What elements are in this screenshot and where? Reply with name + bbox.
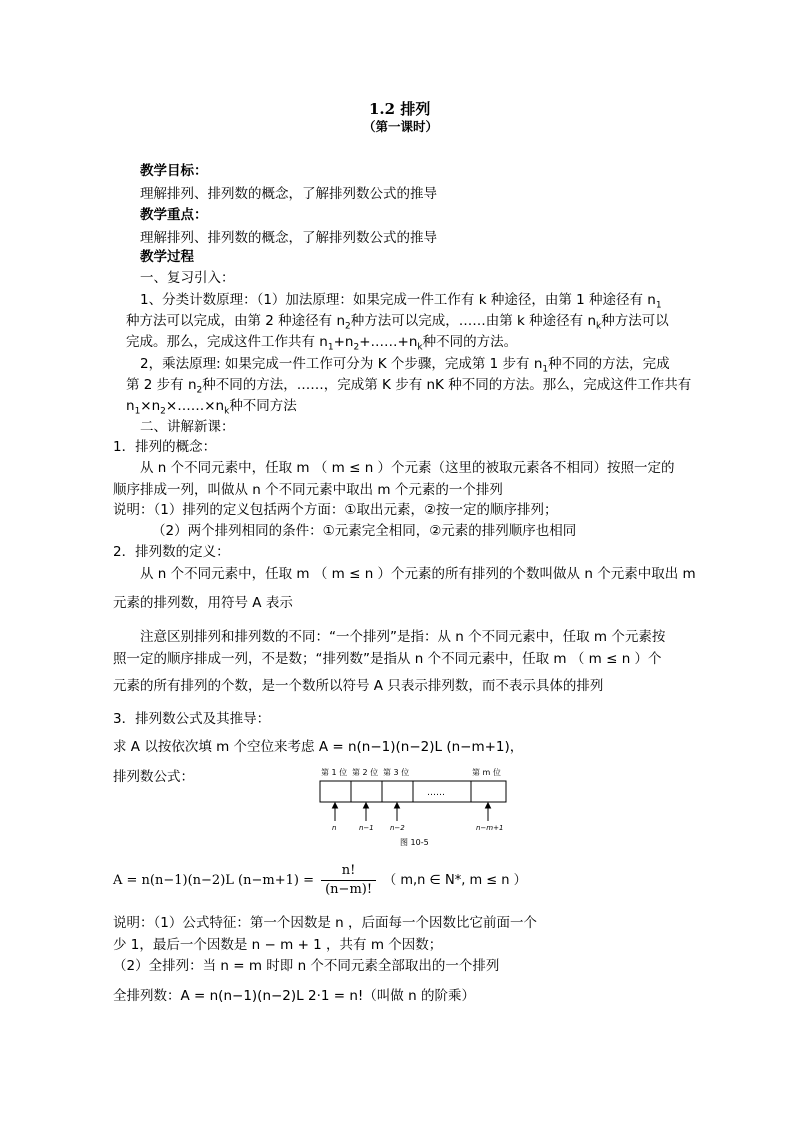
attention-line1: 注意区别排列和排列数的不同：“一个排列”是指：从 n 个不同元素中，任取 m 个元素按 xyxy=(140,629,666,645)
mul-principle-text: 种不同方法 xyxy=(229,398,297,414)
review-heading: 一、复习引入： xyxy=(140,270,235,286)
add-principle-line2: 种方法可以完成，由第 2 种途径有 $n_2$种方法可以完成，……由第 k 种途径有 $n_k$种方法可以 xyxy=(126,313,669,332)
page-title: 1.2 排列 xyxy=(369,100,431,118)
mul-principle-line2: 第 2 步有 $n_2$种不同的方法，……，完成第 K 步有 nK 种不同的方法。那么，完成这件工作共有 xyxy=(126,377,692,396)
add-principle-text: 完成。那么，完成这件工作共有 n xyxy=(126,334,328,350)
main-formula xyxy=(113,862,527,899)
page-subtitle: （第一课时） xyxy=(363,119,439,134)
concept-line2: 顺序排成一列，叫做从 n 个不同元素中取出 m 个元素的一个排列 xyxy=(113,482,503,498)
add-principle-line1: 1、分类计数原理：（1）加法原理：如果完成一件工作有 k 种途径，由第 1 种途径有 $n_1$ xyxy=(140,292,662,311)
count-def-line1: 从 n 个不同元素中，任取 m （ m ≤ n ）个元素的所有排列的个数叫做从 n 个元素中取出 m xyxy=(140,566,696,582)
derive-line: 求 A 以按依次填 m 个空位来考虑 A = n(n−1)(n−2)L (n−m+1)， xyxy=(113,739,524,755)
explain-line1: 说明：（1）公式特征：第一个因数是 n ，后面每一个因数比它前面一个 xyxy=(113,915,537,931)
slot-label: 第 3 位 xyxy=(383,768,410,777)
objectives-heading: 教学目标： xyxy=(140,163,208,179)
mul-principle-text: 2，乘法原理: 如果完成一件工作可分为 K 个步骤，完成第 1 步有 n xyxy=(140,356,543,372)
add-principle-text: 种方法可以 xyxy=(601,313,669,329)
add-principle-line3: 完成。那么，完成这件工作共有 $n_1+n_2+\dots\dots+n_k$种不同的方法。 xyxy=(126,334,518,353)
attention-line3: 元素的所有排列的个数，是一个数所以符号 A 只表示排列数，而不表示具体的排列 xyxy=(113,678,604,694)
concept-line1: 从 n 个不同元素中，任取 m （ m ≤ n ）个元素（这里的被取元素各不相同）按照一定的 xyxy=(140,460,675,476)
formula-heading: 3．排列数公式及其推导： xyxy=(113,711,271,727)
arrow-label: n xyxy=(332,824,337,832)
slot-ellipsis: …… xyxy=(427,788,445,798)
slot-diagram xyxy=(314,765,514,849)
arrow-labels xyxy=(332,824,503,832)
arrow-label: n−1 xyxy=(359,824,374,832)
figure-caption: 图 10-5 xyxy=(400,838,429,847)
mul-principle-line3: $n_1\times n_2\times\dots\dots\times n_k$种不同方法 xyxy=(126,398,297,417)
add-principle-text: 种不同的方法。 xyxy=(422,334,518,350)
explain-line2: 少 1，最后一个因数是 n − m + 1 ，共有 m 个因数； xyxy=(113,937,443,953)
slot-labels xyxy=(321,767,501,777)
note1: 说明：（1）排列的定义包括两个方面：①取出元素，②按一定的顺序排列； xyxy=(113,502,558,518)
mul-principle-line1: 2，乘法原理: 如果完成一件工作可分为 K 个步骤，完成第 1 步有 $n_1$种不同的方法，完成 xyxy=(140,356,670,375)
count-heading: 2．排列数的定义： xyxy=(113,544,230,560)
arrow-label: n−m+1 xyxy=(476,824,504,832)
keypoints-heading: 教学重点： xyxy=(140,207,208,223)
add-principle-text: 1、分类计数原理：（1）加法原理：如果完成一件工作有 k 种途径，由第 1 种途径有 n xyxy=(140,292,656,308)
concept-heading: 1．排列的概念： xyxy=(113,439,217,455)
process-heading: 教学过程 xyxy=(140,249,194,265)
count-def-line2: 元素的排列数，用符号 A 表示 xyxy=(113,595,293,611)
arrow-head xyxy=(486,803,491,808)
mul-principle-text: 种不同的方法，……，完成第 K 步有 nK 种不同的方法。那么，完成这件工作共有 xyxy=(202,377,692,393)
slot-label: 第 2 位 xyxy=(352,768,379,777)
formula-condition: （ m,n ∈ N*, m ≤ n ） xyxy=(383,873,527,888)
formula-label: 排列数公式： xyxy=(113,769,194,785)
keypoints-text: 理解排列、排列数的概念，了解排列数公式的推导 xyxy=(140,230,437,246)
mul-principle-text: 第 2 步有 n xyxy=(126,377,197,393)
arrow-head xyxy=(333,803,338,808)
note2: （2）两个排列相同的条件：①元素完全相同，②元素的排列顺序也相同 xyxy=(152,523,577,539)
mul-principle-text: 种不同的方法，完成 xyxy=(548,356,670,372)
add-principle-text: 种方法可以完成，由第 2 种途径有 n xyxy=(126,313,346,329)
arrow-head xyxy=(395,803,400,808)
explain-line3: （2）全排列：当 n = m 时即 n 个不同元素全部取出的一个排列 xyxy=(113,958,500,974)
explain-line4: 全排列数：A = n(n−1)(n−2)L 2·1 = n!（叫做 n 的阶乘） xyxy=(113,988,475,1004)
attention-line2: 照一定的顺序排成一列，不是数；“排列数”是指从 n 个不同元素中，任取 m （ m ≤ n ）个 xyxy=(113,651,662,667)
slot-arrows xyxy=(333,803,491,821)
slot-label: 第 1 位 xyxy=(321,768,348,777)
fraction-numerator: n! xyxy=(321,862,376,881)
formula-fraction xyxy=(321,862,376,899)
arrow-label: n−2 xyxy=(390,824,405,832)
objectives-text: 理解排列、排列数的概念，了解排列数公式的推导 xyxy=(140,186,437,202)
slot-boxes xyxy=(320,781,506,802)
slot-label: 第 m 位 xyxy=(472,768,501,777)
add-principle-text: 种方法可以完成，……由第 k 种途径有 n xyxy=(350,313,597,329)
formula-left: A = n(n−1)(n−2)L (n−m+1) = xyxy=(113,873,314,888)
fraction-denominator: (n−m)! xyxy=(325,882,373,897)
arrow-head xyxy=(364,803,369,808)
new-lesson-heading: 二、讲解新课： xyxy=(140,419,235,435)
